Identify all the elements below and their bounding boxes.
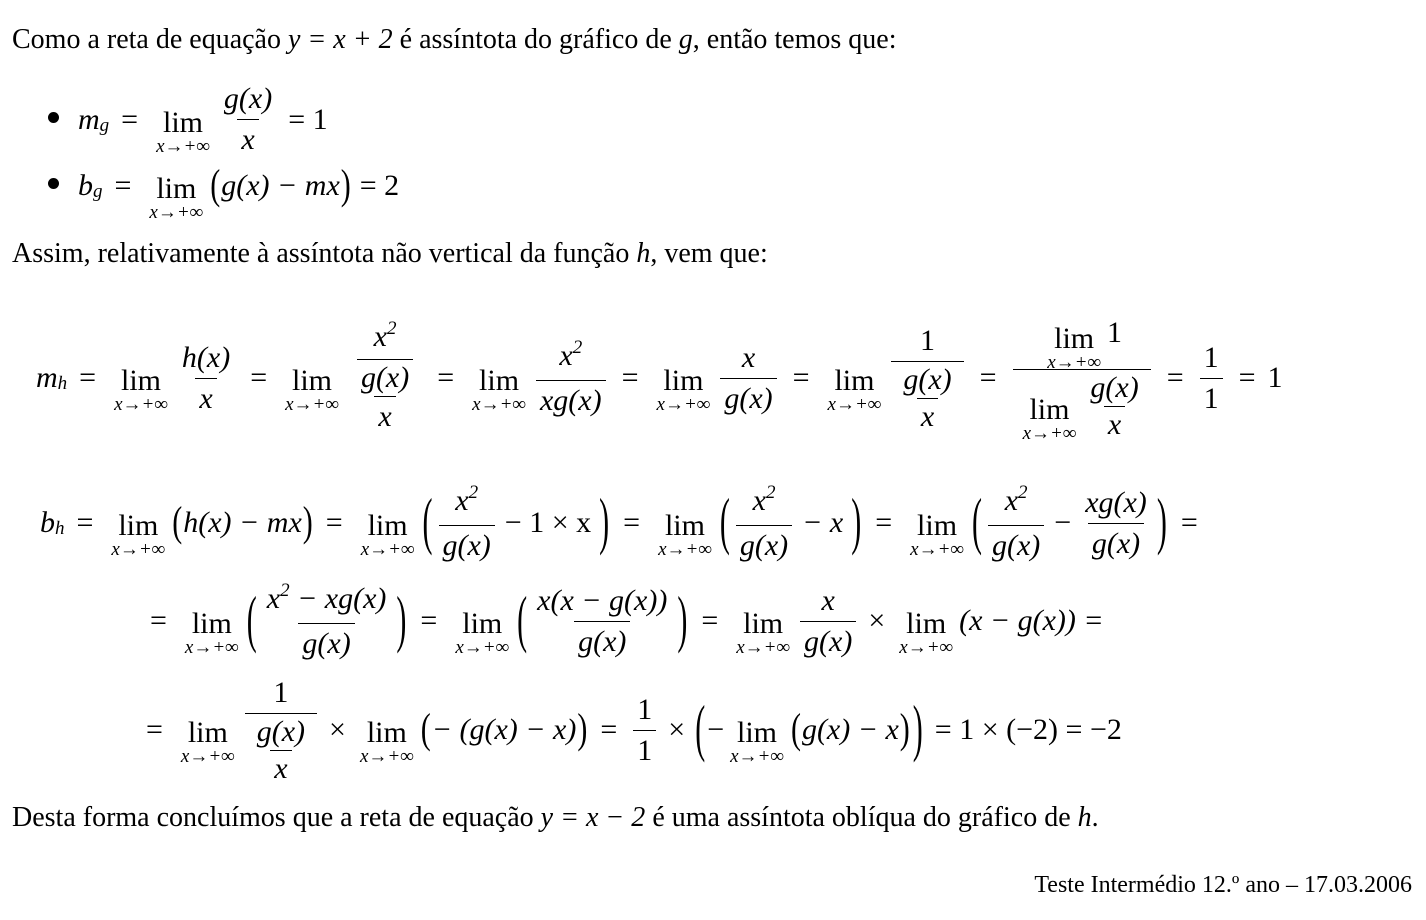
compound-fraction: $\frac{1}{\frac{g(x)}{x}}$ — [245, 676, 317, 784]
intro-text-2: é assíntota do gráfico de — [392, 24, 679, 55]
limit-operator: lim x→+∞ — [658, 509, 712, 560]
middle-h: h — [636, 238, 651, 269]
bg-formula: b $_g$ = lim x→+∞ ( g(x) − mx ) = 2 — [78, 162, 400, 223]
fraction: $\frac{g(x)}{x}$ — [223, 82, 273, 156]
conclusion-paragraph — [12, 802, 1099, 834]
bullet-dot — [48, 178, 59, 189]
conclusion-text-1: Desta forma concluímos que a reta de equação — [12, 802, 541, 833]
intro-equation: y = x + 2 — [287, 24, 393, 55]
limit-operator: lim x→+∞ — [472, 364, 526, 415]
fraction: $\frac{x^2}{g(x)}$ — [439, 484, 495, 563]
bg-subscript: g — [93, 181, 103, 202]
fraction: $\frac{x^2}{g(x)}$ — [988, 484, 1044, 563]
fraction: $\frac{x^2 - xg(x)}{g(x)}$ — [266, 579, 387, 660]
middle-text-2: , vem que: — [650, 238, 768, 269]
limit-operator: lim x→+∞ — [285, 364, 339, 415]
mg-subscript: g — [99, 114, 110, 136]
fraction: $\frac{h(x)}{x}$ — [181, 340, 231, 415]
conclusion-text-2: é uma assíntota oblíqua do gráfico de — [645, 802, 1078, 833]
bg-symbol: b — [78, 169, 93, 202]
bg-body: g(x) − mx — [221, 169, 340, 202]
bh-derivation-line-1: b $_h$ = lim x→+∞ ( h(x) − mx ) = lim x→+∞ ( $\frac{x^2}{g(x)}$ − 1 × x ) = lim x→+∞ ( $\frac{x^2}{g(x)}$ − x ) = lim x→+∞ ( $\frac{x^2}{g(x)}$ − $\frac{xg(x)}{g(x)}$ ) = — [40, 481, 1198, 562]
intro-paragraph — [12, 24, 897, 56]
limit-operator: lim x→+∞ — [111, 509, 166, 560]
limit-operator: lim x→+∞ — [899, 607, 954, 658]
intro-g: g — [678, 24, 693, 55]
fraction: $\frac{x}{g(x)}$ — [720, 341, 776, 416]
limit-operator: lim x→+∞ — [184, 607, 239, 658]
limit-operator: lim x→+∞ — [827, 364, 882, 415]
bh-subscript: h — [55, 518, 65, 539]
limit-operator: lim x→+∞ — [180, 716, 235, 767]
middle-text-1: Assim, relativamente à assíntota não vertical da função — [12, 238, 637, 269]
limit-operator: lim x→+∞ — [360, 509, 415, 560]
mh-derivation: m $_h$ = lim x→+∞ $\frac{h(x)}{x}$ = lim x→+∞ $\frac{\frac{x^2}{g(x)}}{x}$ = lim x→+∞ $\frac{x^2}{xg(x)}$ = lim x→+∞ $\frac{x}{g(x)}$ = lim x→+∞ $\frac{1}{\frac{g(x)}{x}}$ = lim x→+∞ 1 lim x→+∞ $\frac{g(x)}{x}$ = $\frac{1}{1}$ = 1 — [36, 316, 1283, 444]
intro-text-1: Como a reta de equação — [12, 24, 288, 55]
mg-result: = 1 — [288, 102, 328, 136]
intro-text-3: , então temos que: — [692, 24, 897, 55]
compound-fraction: $\frac{\frac{x^2}{g(x)}}{x}$ — [349, 322, 421, 434]
conclusion-text-3: . — [1091, 802, 1099, 833]
limit-operator: lim x→+∞ — [149, 172, 204, 223]
mh-symbol: m — [36, 361, 58, 394]
mg-formula: m $_g$ = lim x→+∞ $\frac{g(x)}{x}$ = 1 — [78, 82, 328, 157]
conclusion-equation: y = x − 2 — [540, 802, 646, 833]
limit-operator: lim x→+∞ — [156, 105, 210, 157]
mh-result: 1 — [1267, 361, 1283, 394]
bg-result: = 2 — [359, 169, 400, 202]
limit-operator: lim x→+∞ — [910, 509, 964, 560]
fraction: $\frac{1}{1}$ — [1200, 341, 1223, 416]
limit-operator: lim x→+∞ — [359, 716, 414, 767]
mh-subscript: h — [57, 373, 68, 394]
fraction: $\frac{x(x - g(x))}{g(x)}$ — [537, 583, 668, 658]
fraction: $\frac{x^2}{g(x)}$ — [736, 484, 792, 563]
limit-operator: lim x→+∞ — [114, 364, 168, 415]
limit-operator: lim x→+∞ — [736, 607, 791, 658]
fraction: $\frac{xg(x)}{g(x)}$ — [1085, 485, 1147, 560]
bh-result: = 1 × (−2) = −2 — [934, 713, 1122, 746]
source-footer: Teste Intermédio 12.º ano – 17.03.2006 — [1034, 872, 1412, 898]
fraction: $\frac{x}{g(x)}$ — [800, 584, 856, 659]
limit-operator: lim x→+∞ — [730, 716, 784, 767]
conclusion-h: h — [1077, 802, 1092, 833]
bh-derivation-line-2: = lim x→+∞ ( $\frac{x^2 - xg(x)}{g(x)}$ ) = lim x→+∞ ( $\frac{x(x - g(x))}{g(x)}$ ) = lim x→+∞ $\frac{x}{g(x)}$ × lim x→+∞ (x − g(x)) = — [150, 579, 1104, 660]
bullet-dot — [48, 112, 59, 123]
limit-operator: lim x→+∞ — [455, 607, 510, 658]
fraction: $\frac{1}{1}$ — [633, 693, 656, 768]
compound-fraction: $\frac{1}{\frac{g(x)}{x}}$ — [891, 324, 963, 432]
middle-paragraph — [12, 238, 768, 270]
fraction: $\frac{x^2}{xg(x)}$ — [536, 339, 606, 418]
limit-operator: lim x→+∞ — [656, 364, 711, 415]
bh-derivation-line-3: = lim x→+∞ $\frac{1}{\frac{g(x)}{x}}$ × lim x→+∞ ( − (g(x) − x) ) = $\frac{1}{1}$ × ( − lim x→+∞ ( g(x) − x ) ) = 1 × (−2) = −2 — [146, 676, 1122, 785]
limit-quotient: lim x→+∞ 1 lim x→+∞ $\frac{g(x)}{x}$ — [1013, 316, 1151, 440]
mg-symbol: m — [78, 102, 100, 136]
bh-symbol: b — [40, 506, 55, 539]
